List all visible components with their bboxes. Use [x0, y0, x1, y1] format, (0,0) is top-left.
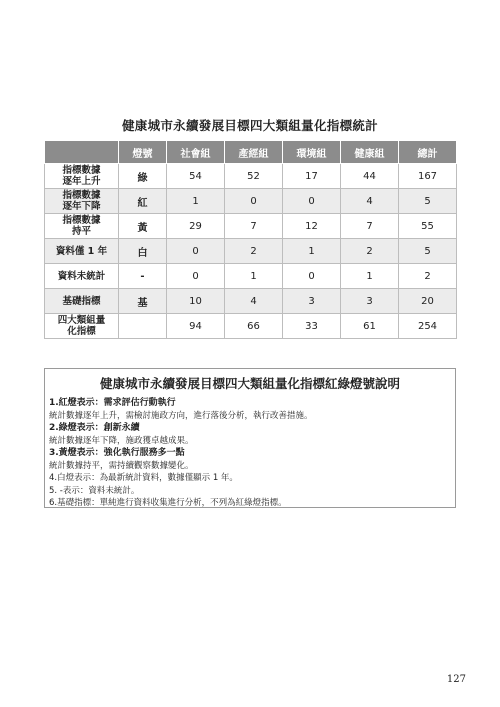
value-cell: 0 — [167, 239, 225, 264]
legend-text: 5. -表示：資料未統計。 — [49, 485, 140, 496]
signal-cell: 基 — [119, 289, 167, 314]
signal-cell: 紅 — [119, 189, 167, 214]
value-cell: 94 — [167, 314, 225, 339]
table-title: 健康城市永續發展目標四大類組量化指標統計 — [121, 118, 378, 133]
header-corner — [45, 141, 119, 164]
column-header: 總計 — [399, 141, 457, 164]
value-cell: 1 — [167, 189, 225, 214]
table-row — [45, 314, 457, 339]
legend-text: 4.白燈表示：為最新統計資料，數據僅顯示 1 年。 — [49, 473, 238, 483]
value-cell: 0 — [225, 189, 283, 214]
legend-text: 6.基礎指標：單純進行資料收集進行分析，不列為紅綠燈指標。 — [49, 498, 287, 508]
value-cell: 52 — [225, 164, 283, 189]
value-cell: 167 — [399, 164, 457, 189]
value-cell: 1 — [225, 264, 283, 289]
value-cell: 4 — [341, 189, 399, 214]
value-cell: 7 — [225, 214, 283, 239]
value-cell: 2 — [225, 239, 283, 264]
value-cell: 3 — [341, 289, 399, 314]
row-label: 指標數據 逐年上升 — [45, 164, 119, 189]
value-cell: 5 — [399, 189, 457, 214]
value-cell: 55 — [399, 214, 457, 239]
value-cell: 54 — [167, 164, 225, 189]
value-cell: 20 — [399, 289, 457, 314]
table-header-row — [45, 141, 457, 164]
legend-title: 健康城市永續發展目標四大類組量化指標紅綠燈號說明 — [99, 376, 400, 391]
legend-heading: 3.黃燈表示：強化執行服務多一點 — [49, 448, 185, 458]
signal-cell: 白 — [119, 239, 167, 264]
value-cell: 2 — [399, 264, 457, 289]
row-label: 資料未統計 — [45, 264, 119, 289]
value-cell: 61 — [341, 314, 399, 339]
column-header: 產經組 — [225, 141, 283, 164]
row-label: 基礎指標 — [45, 289, 119, 314]
row-label: 指標數據 逐年下降 — [45, 189, 119, 214]
legend-text: 統計數據逐年上升，需檢討施政方向，進行落後分析，執行改善措施。 — [49, 410, 313, 421]
column-header: 燈號 — [119, 141, 167, 164]
value-cell: 29 — [167, 214, 225, 239]
value-cell: 17 — [283, 164, 341, 189]
table-row — [45, 264, 457, 289]
column-header: 社會組 — [167, 141, 225, 164]
page-number: 127 — [446, 674, 466, 685]
legend-heading: 2.綠燈表示：創新永續 — [49, 423, 140, 433]
value-cell: 10 — [167, 289, 225, 314]
table-row — [45, 164, 457, 189]
value-cell: 7 — [341, 214, 399, 239]
table-row — [45, 289, 457, 314]
legend-lines — [49, 397, 451, 510]
value-cell: 12 — [283, 214, 341, 239]
value-cell: 0 — [283, 264, 341, 289]
signal-cell: - — [119, 264, 167, 289]
row-label: 四大類組量 化指標 — [45, 314, 119, 339]
value-cell: 44 — [341, 164, 399, 189]
value-cell: 0 — [283, 189, 341, 214]
column-header: 環境組 — [283, 141, 341, 164]
value-cell: 1 — [283, 239, 341, 264]
table-row — [45, 214, 457, 239]
legend-text: 統計數據逐年下降，施政獲卓越成果。 — [49, 435, 194, 446]
legend-text: 統計數據持平，需持續觀察數據變化。 — [49, 460, 194, 471]
signal-cell — [119, 314, 167, 339]
column-header: 健康組 — [341, 141, 399, 164]
stats-table — [44, 140, 457, 339]
signal-cell: 黃 — [119, 214, 167, 239]
value-cell: 2 — [341, 239, 399, 264]
signal-legend-box — [44, 368, 456, 508]
row-label: 指標數據 持平 — [45, 214, 119, 239]
value-cell: 0 — [167, 264, 225, 289]
legend-heading: 1.紅燈表示：需求評估行動執行 — [49, 398, 176, 408]
table-row — [45, 189, 457, 214]
value-cell: 33 — [283, 314, 341, 339]
table-row — [45, 239, 457, 264]
value-cell: 3 — [283, 289, 341, 314]
value-cell: 4 — [225, 289, 283, 314]
value-cell: 254 — [399, 314, 457, 339]
value-cell: 66 — [225, 314, 283, 339]
value-cell: 1 — [341, 264, 399, 289]
value-cell: 5 — [399, 239, 457, 264]
table-body — [45, 164, 457, 339]
signal-cell: 綠 — [119, 164, 167, 189]
row-label: 資料僅 1 年 — [45, 239, 119, 264]
